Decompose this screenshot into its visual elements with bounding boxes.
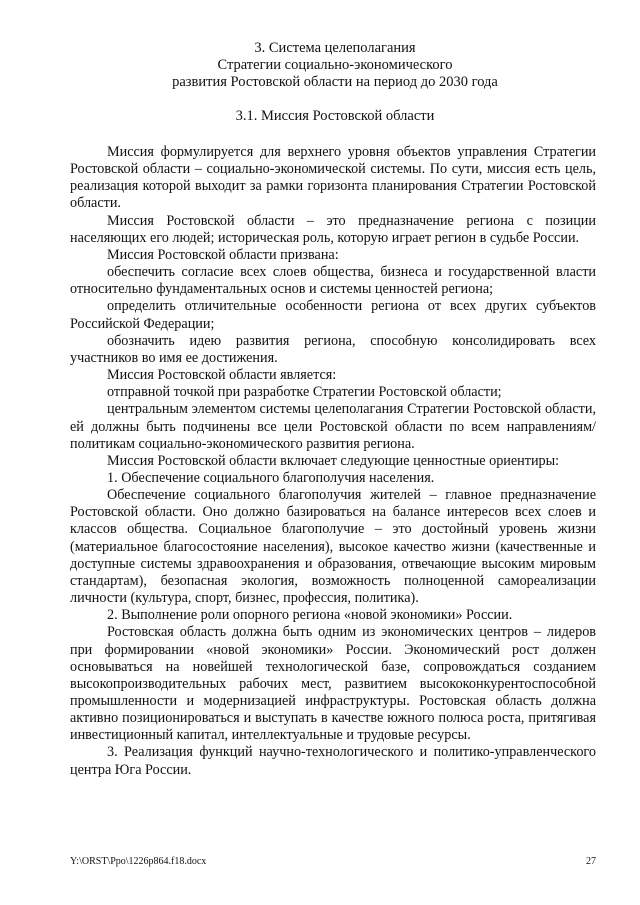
section-heading [70, 40, 600, 91]
paragraph: 1. Обеспечение социального благополучия населения. [107, 469, 435, 486]
heading-line-1: 3. Система целеполагания [254, 40, 416, 56]
page-number: 27 [586, 856, 596, 867]
paragraph: 3. Реализация функций научно-технологического и политико-управленческого центра Юга России. [70, 744, 596, 778]
paragraph: обозначить идею развития региона, способную консолидировать всех участников во имя ее достижения. [70, 332, 596, 366]
paragraph: обеспечить согласие всех слоев общества, бизнеса и государственной власти относительно фундаментальных основ и системы ценностей региона; [70, 264, 596, 298]
heading-line-2: Стратегии социально-экономического [217, 57, 453, 73]
footer-file-path: Y:\ORST\Ppo\1226p864.f18.docx [70, 856, 207, 867]
subsection-heading: 3.1. Миссия Ростовской области [235, 108, 435, 124]
paragraph: Миссия формулируется для верхнего уровня объектов управления Стратегии Ростовской области – социально-экономической системы. По сути, миссия есть цель, реализация которой выходит за рамки горизонта планирования Стратегии Ростовской области. [70, 144, 596, 212]
paragraph: Миссия Ростовской области включает следующие ценностные ориентиры: [107, 452, 560, 469]
paragraph: Ростовская область должна быть одним из экономических центров – лидеров при формировании «новой экономики» России. Экономический рост должен основываться на новейшей технологической базе, сопровождаться созданием высокопроизводительных рабочих мест, развитием высококонкурентоспособной промышленности и модернизацией инфраструктуры. Ростовская область должна активно позиционироваться и выступать в качестве южного полюса роста, притягивая инвестиционный капитал, интеллектуальные и трудовые ресурсы. [70, 624, 596, 744]
paragraph: Миссия Ростовской области – это предназначение региона с позиции населяющих его людей; историческая роль, которую играет регион в судьбе России. [70, 212, 596, 246]
body-text [70, 144, 596, 779]
paragraph: отправной точкой при разработке Стратегии Ростовской области; [107, 384, 502, 401]
paragraph: центральным элементом системы целеполагания Стратегии Ростовской области, ей должны быть подчинены все цели Ростовской области по всем направлениям/политикам социально-экономического развития региона. [70, 401, 596, 452]
paragraph: Миссия Ростовской области призвана: [107, 246, 339, 263]
heading-line-3: развития Ростовской области на период до 2030 года [172, 74, 498, 90]
paragraph: 2. Выполнение роли опорного региона «новой экономики» России. [107, 607, 513, 624]
paragraph: Миссия Ростовской области является: [107, 367, 337, 384]
paragraph: Обеспечение социального благополучия жителей – главное предназначение Ростовской области. Оно должно базироваться на балансе интересов всех слоев и классов общества. Социальное благополучие – это достойный уровень жизни (материальное благосостояние населения), высокое качество жизни (качественные и доступные системы здравоохранения и образования, отвечающие высоким мировым стандартам), безопасная экология, возможность полноценной самореализации личности (культура, спорт, бизнес, профессия, политика). [70, 487, 596, 607]
paragraph: определить отличительные особенности региона от всех других субъектов Российской Федерации; [70, 298, 596, 332]
